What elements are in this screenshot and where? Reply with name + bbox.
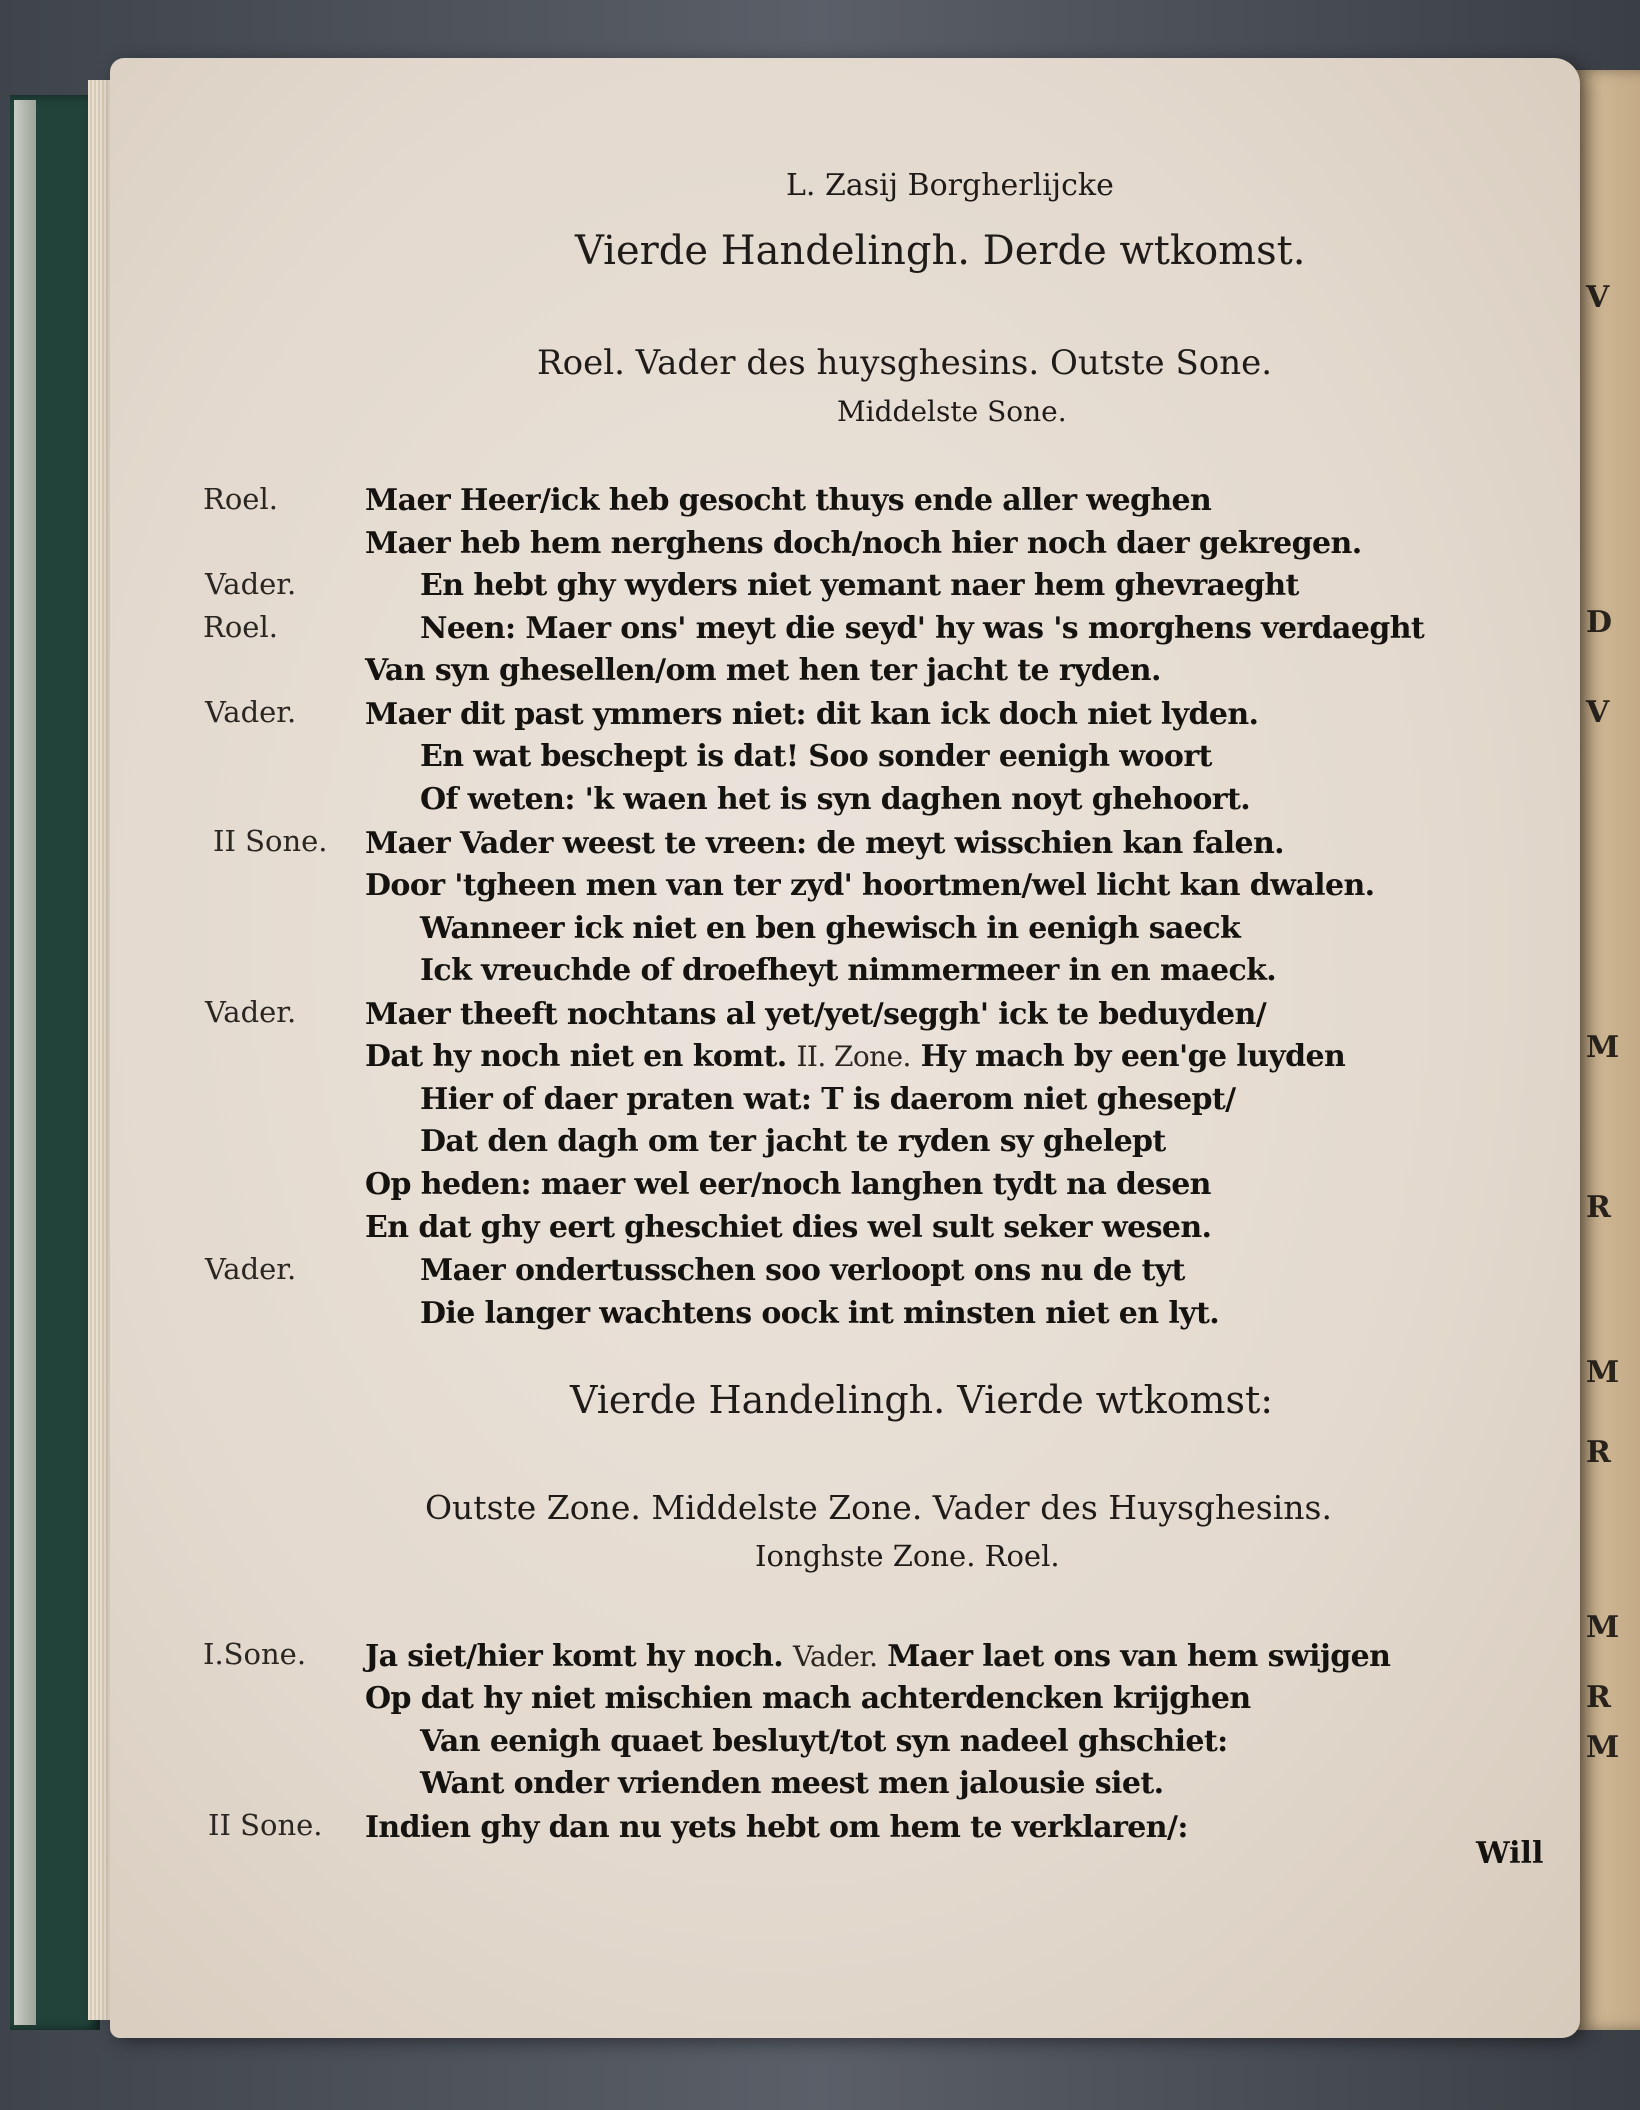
- verse-line: Of weten: 'k waen het is syn daghen noyt ghehoort.: [420, 782, 1251, 817]
- verse-line: Die langer wachtens oock int minsten niet en lyt.: [420, 1296, 1220, 1331]
- speaker-label: I.Sone.: [203, 1637, 307, 1671]
- verse-line: Maer dit past ymmers niet: dit kan ick doch niet lyden.: [365, 697, 1259, 732]
- facing-page-letter: V: [1586, 695, 1610, 730]
- speaker-label: Vader.: [205, 1252, 297, 1286]
- verse-line: En hebt ghy wyders niet yemant naer hem ghevraeght: [420, 568, 1299, 603]
- verse-line: Maer heb hem nerghens doch/noch hier noch daer gekregen.: [365, 526, 1362, 561]
- inline-speaker: II. Zone.: [796, 1040, 911, 1073]
- verse-line: Maer Heer/ick heb gesocht thuys ende aller weghen: [365, 483, 1212, 518]
- verse-line: Van eenigh quaet besluyt/tot syn nadeel ghschiet:: [420, 1724, 1228, 1759]
- scene-title: Vierde Handelingh. Derde wtkomst.: [575, 228, 1306, 274]
- speaker-label: Vader.: [205, 995, 297, 1029]
- speaker-label: Roel.: [203, 482, 278, 516]
- cast-list-line: Middelste Sone.: [837, 395, 1067, 428]
- verse-line: Ick vreuchde of droefheyt nimmermeer in en maeck.: [420, 953, 1277, 988]
- verse-line: Op dat hy niet mischien mach achterdencken krijghen: [365, 1681, 1251, 1716]
- facing-page-letter: D: [1586, 605, 1613, 640]
- verse-line: Maer ondertusschen soo verloopt ons nu de tyt: [420, 1253, 1185, 1288]
- verse-line: Op heden: maer wel eer/noch langhen tydt na desen: [365, 1167, 1211, 1202]
- verse-text: Hy mach by een'ge luyden: [920, 1039, 1346, 1074]
- facing-page-letter: R: [1586, 1190, 1611, 1225]
- verse-line: [365, 1639, 1390, 1674]
- verse-line: En wat beschept is dat! Soo sonder eenigh woort: [420, 739, 1212, 774]
- speaker-label: Vader.: [205, 567, 297, 601]
- verse-line: Maer Vader weest te vreen: de meyt wisschien kan falen.: [365, 826, 1285, 861]
- cast-list-line: Outste Zone. Middelste Zone. Vader des Huysghesins.: [425, 1488, 1332, 1527]
- facing-page-letter: M: [1586, 1030, 1620, 1065]
- speaker-label: II Sone.: [208, 1808, 323, 1842]
- speaker-label: II Sone.: [213, 824, 328, 858]
- facing-page-letter: M: [1586, 1730, 1620, 1765]
- verse-line: [365, 1039, 1345, 1074]
- inline-speaker: Vader.: [792, 1640, 878, 1673]
- verse-line: Wanneer ick niet en ben ghewisch in eenigh saeck: [420, 911, 1241, 946]
- catchword: Will: [1476, 1836, 1544, 1871]
- verse-line: Indien ghy dan nu yets hebt om hem te verklaren/:: [365, 1810, 1188, 1845]
- cast-list-line: Ionghste Zone. Roel.: [755, 1539, 1060, 1573]
- verse-line: Maer theeft nochtans al yet/yet/seggh' ick te beduyden/: [365, 997, 1267, 1032]
- facing-page-letter: M: [1586, 1355, 1620, 1390]
- cast-list-line: Roel. Vader des huysghesins. Outste Sone.: [537, 343, 1273, 383]
- speaker-label: Roel.: [203, 610, 278, 644]
- facing-page-letter: R: [1586, 1680, 1611, 1715]
- facing-page-letter: V: [1586, 280, 1610, 315]
- scene-title: Vierde Handelingh. Vierde wtkomst:: [570, 1378, 1274, 1422]
- verse-line: En dat ghy eert gheschiet dies wel sult seker wesen.: [365, 1210, 1212, 1245]
- verse-text: Ja siet/hier komt hy noch.: [365, 1639, 784, 1674]
- facing-page-letter: R: [1586, 1435, 1611, 1470]
- verse-line: Van syn ghesellen/om met hen ter jacht te ryden.: [365, 653, 1161, 688]
- facing-page-edge: [1570, 70, 1640, 2030]
- verse-line: Hier of daer praten wat: T is daerom niet ghesept/: [420, 1082, 1236, 1117]
- verse-text: Maer laet ons van hem swijgen: [887, 1639, 1391, 1674]
- verse-line: Dat den dagh om ter jacht te ryden sy ghelept: [420, 1124, 1166, 1159]
- verse-text: Dat hy noch niet en komt.: [365, 1039, 787, 1074]
- verse-line: Want onder vrienden meest men jalousie siet.: [420, 1766, 1164, 1801]
- running-head: L. Zasij Borgherlijcke: [786, 168, 1114, 203]
- verse-line: Neen: Maer ons' meyt die seyd' hy was 's morghens verdaeght: [420, 611, 1425, 646]
- facing-page-letter: M: [1586, 1610, 1620, 1645]
- cover-spine-edge: [14, 100, 36, 2025]
- verse-line: Door 'tgheen men van ter zyd' hoortmen/wel licht kan dwalen.: [365, 868, 1375, 903]
- speaker-label: Vader.: [205, 695, 297, 729]
